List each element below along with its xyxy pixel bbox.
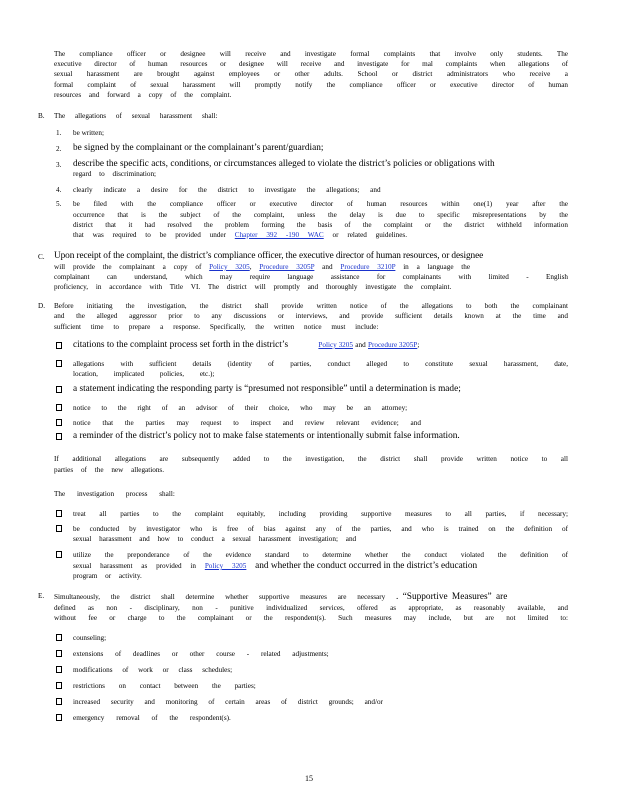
process-item: be conducted by investigator who is free of bias against any of the parties, and who is trained on the definition of bbox=[73, 525, 568, 533]
section-c-line: proficiency, in accordance with Title VI. The district will promptly and thoroughly investigate the complaint. bbox=[54, 283, 452, 291]
additional-allegations: If additional allegations are subsequently added to the investigation, the district shall provide written notice to all bbox=[54, 455, 568, 463]
intro-line: executive director of human resources or designee will receive and investigate for mal complaints when allegations of bbox=[54, 60, 568, 68]
text: , bbox=[249, 263, 252, 271]
text: Simultaneously, the district shall determine whether supportive measures are necessary bbox=[54, 593, 386, 601]
list-item: be filed with the compliance officer or executive director of human resources within one(1) year after the bbox=[73, 200, 568, 208]
list-number: 2. bbox=[56, 145, 62, 153]
section-d-intro: and the alleged aggressor prior to any discussions or interviews, and provide sufficient details known at the time and bbox=[54, 312, 568, 320]
section-label: E. bbox=[38, 592, 45, 600]
intro-line: resources and forward a copy of the complaint. bbox=[54, 91, 232, 99]
section-label: D. bbox=[38, 302, 45, 310]
list-number: 5. bbox=[56, 200, 62, 208]
section-label: C. bbox=[38, 253, 45, 261]
section-c-line bbox=[54, 263, 470, 272]
text: ; bbox=[417, 341, 420, 349]
square-bullet-icon bbox=[56, 360, 62, 367]
list-item: clearly indicate a desire for the district to investigate the allegations; and bbox=[73, 186, 381, 194]
process-heading: The investigation process shall: bbox=[54, 490, 175, 498]
list-number: 3. bbox=[56, 161, 62, 169]
text: that was required to be provided under bbox=[73, 231, 226, 239]
section-c-line: complainant can understand, which may require language assistance for complainants with limited - English bbox=[54, 273, 568, 281]
list-item: be written; bbox=[73, 129, 104, 137]
process-item: utilize the preponderance of the evidence standard to determine whether the conduct violated the definition of bbox=[73, 551, 568, 559]
notice-item: allegations with sufficient details (identity of parties, conduct alleged to constitute sexual harassment, date, bbox=[73, 360, 568, 368]
measure-item: counseling; bbox=[73, 634, 107, 642]
link-procedure-3210p[interactable]: Procedure 3210P bbox=[340, 263, 396, 271]
text: and bbox=[322, 263, 333, 271]
intro-line: sexual harassment are brought against employees or other adults. School or district administrators who receive a bbox=[54, 70, 568, 78]
list-number: 1. bbox=[56, 129, 62, 137]
intro-line: The compliance officer or designee will receive and investigate formal complaints that involve only students. The bbox=[54, 50, 568, 58]
measure-item: increased security and monitoring of certain areas of district grounds; and/or bbox=[73, 698, 383, 706]
square-bullet-icon bbox=[56, 386, 62, 393]
square-bullet-icon bbox=[56, 510, 62, 517]
process-item-cont: sexual harassment and how to conduct a sexual harassment investigation; and bbox=[73, 535, 357, 543]
square-bullet-icon bbox=[56, 551, 62, 558]
notice-item bbox=[73, 340, 419, 351]
link-policy-3205[interactable]: Policy 3205 bbox=[318, 341, 353, 349]
list-item-cont: district that it had resolved the problem forming the basis of the complaint or the district withheld information bbox=[73, 221, 568, 229]
text: sexual harassment as provided in bbox=[73, 562, 197, 570]
measure-item: modifications of work or class schedules; bbox=[73, 666, 233, 674]
section-heading: The allegations of sexual harassment shall: bbox=[54, 112, 218, 120]
list-item: describe the specific acts, conditions, or circumstances alleged to violate the district’s policies or obligations with bbox=[73, 159, 495, 169]
square-bullet-icon bbox=[56, 525, 62, 532]
measure-item: extensions of deadlines or other course - related adjustments; bbox=[73, 650, 329, 658]
process-item: treat all parties to the complaint equitably, including providing supportive measures to all parties, if necessary; bbox=[73, 510, 568, 518]
square-bullet-icon bbox=[56, 634, 62, 641]
list-item-cont: regard to discrimination; bbox=[73, 170, 157, 178]
text: will provide the complainant a copy of bbox=[54, 263, 202, 271]
measure-item: emergency removal of the respondent(s). bbox=[73, 714, 231, 722]
section-label: B. bbox=[38, 112, 45, 120]
link-procedure-3205p[interactable]: Procedure 3205P bbox=[368, 341, 418, 349]
text: . “Supportive Measures” are bbox=[396, 592, 508, 602]
text: and whether the conduct occurred in the district’s education bbox=[255, 561, 478, 571]
section-e-line bbox=[54, 592, 507, 603]
notice-item-cont: location, implicated policies, etc.); bbox=[73, 370, 215, 378]
link-procedure-3205p[interactable]: Procedure 3205P bbox=[259, 263, 315, 271]
text: in a language the bbox=[403, 263, 471, 271]
section-d-intro: Before initiating the investigation, the district shall provide written notice of the allegations to both the complainant bbox=[54, 302, 568, 310]
additional-allegations: parties of the new allegations. bbox=[54, 466, 165, 474]
square-bullet-icon bbox=[56, 342, 62, 349]
list-item-cont: occurrence that is the subject of the complaint, unless the delay is due to specific misrepresentations by the bbox=[73, 211, 568, 219]
link-chapter-392-190-wac[interactable]: Chapter 392 -190 WAC bbox=[234, 231, 324, 239]
notice-item: notice that the parties may request to inspect and review relevant evidence; and bbox=[73, 419, 421, 427]
square-bullet-icon bbox=[56, 666, 62, 673]
text: citations to the complaint process set forth in the district’s bbox=[73, 340, 289, 350]
process-item-cont: program or activity. bbox=[73, 572, 142, 580]
square-bullet-icon bbox=[56, 433, 62, 440]
link-policy-3205[interactable]: Policy 3205 bbox=[204, 562, 247, 570]
list-number: 4. bbox=[56, 186, 62, 194]
list-item-cont bbox=[73, 231, 407, 240]
square-bullet-icon bbox=[56, 404, 62, 411]
square-bullet-icon bbox=[56, 698, 62, 705]
square-bullet-icon bbox=[56, 682, 62, 689]
section-e-line: defined as non - disciplinary, non - punitive individualized services, offered as appropriate, as reasonably available, and bbox=[54, 604, 568, 612]
list-item: be signed by the complainant or the complainant’s parent/guardian; bbox=[73, 143, 324, 153]
text: or related guidelines. bbox=[332, 231, 408, 239]
section-d-intro: sufficient time to prepare a response. Specifically, the written notice must include: bbox=[54, 323, 379, 331]
square-bullet-icon bbox=[56, 419, 62, 426]
intro-line: formal complaint of sexual harassment will promptly notify the compliance officer or executive director of human bbox=[54, 81, 568, 89]
section-c-line: Upon receipt of the complaint, the district’s compliance officer, the executive director of human resources, or designee bbox=[54, 251, 484, 261]
notice-item: a reminder of the district’s policy not to make false statements or intentionally submit false information. bbox=[73, 431, 460, 441]
page-number: 15 bbox=[305, 774, 313, 783]
process-item-cont bbox=[73, 561, 477, 572]
link-policy-3205[interactable]: Policy 3205 bbox=[209, 263, 250, 271]
square-bullet-icon bbox=[56, 650, 62, 657]
text: and bbox=[355, 341, 366, 349]
notice-item: notice to the right of an advisor of their choice, who may be an attorney; bbox=[73, 404, 408, 412]
square-bullet-icon bbox=[56, 714, 62, 721]
measure-item: restrictions on contact between the parties; bbox=[73, 682, 256, 690]
notice-item: a statement indicating the responding party is “presumed not responsible” until a determination is made; bbox=[73, 384, 461, 394]
section-e-line: without fee or charge to the complainant or the respondent(s). Such measures may include, but are not limited to: bbox=[54, 614, 568, 622]
